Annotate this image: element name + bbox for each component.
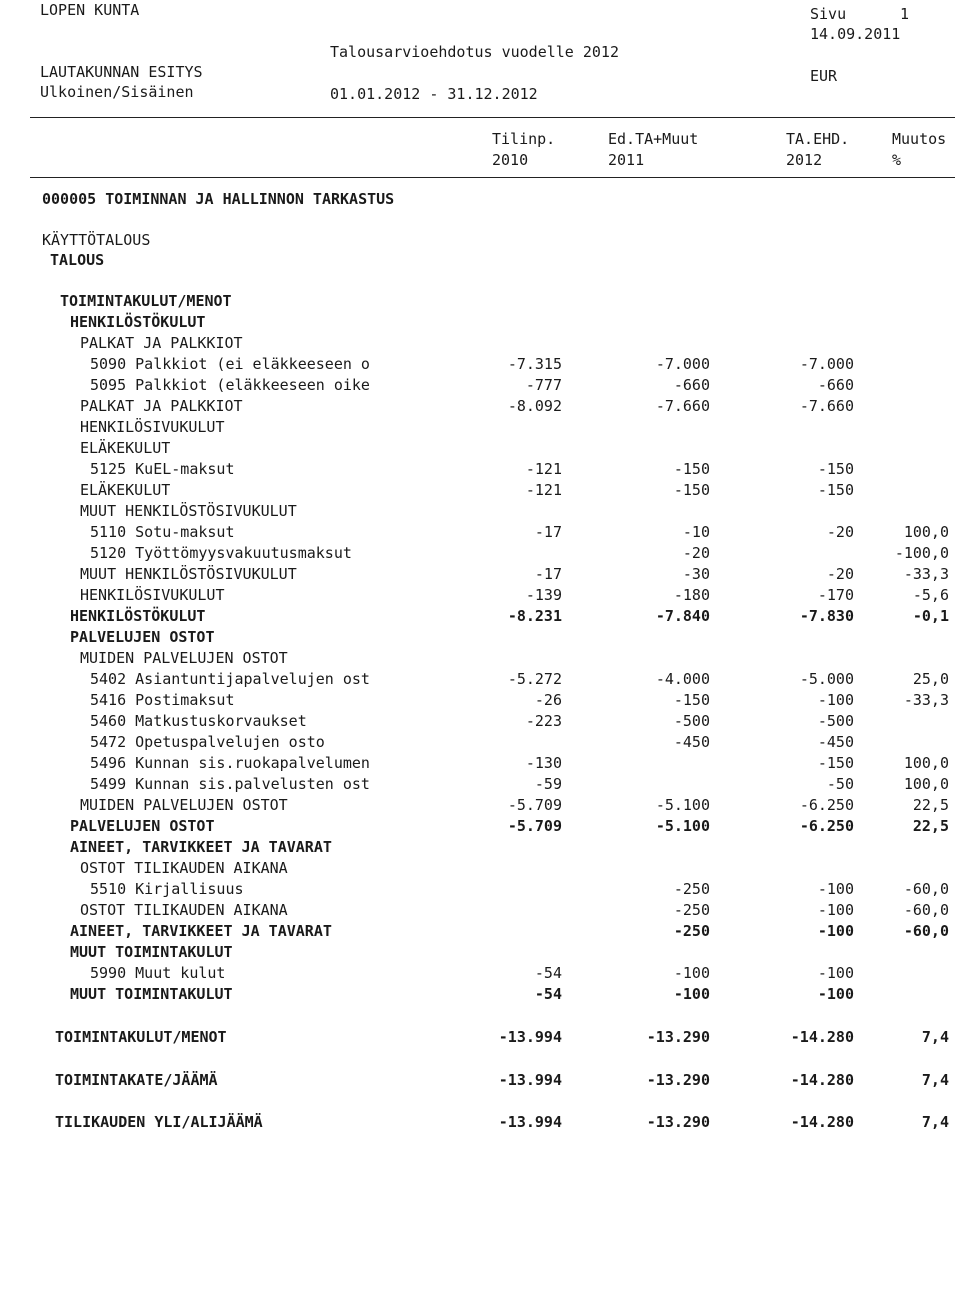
table-value-3: -150 xyxy=(817,460,854,478)
column-header-tilinp-year: 2010 xyxy=(492,151,529,169)
document-title: Talousarvioehdotus vuodelle 2012 xyxy=(330,43,619,61)
table-row xyxy=(0,900,960,921)
table-value-3: -170 xyxy=(817,586,854,604)
table-value-3: -150 xyxy=(817,481,854,499)
total-row xyxy=(0,1112,960,1133)
table-value-1: -8.092 xyxy=(507,397,562,415)
table-label: 5990 Muut kulut xyxy=(90,964,226,982)
table-value-4: 22,5 xyxy=(912,796,949,814)
table-value-4: 100,0 xyxy=(903,775,949,793)
table-label: MUUT HENKILÖSTÖSIVUKULUT xyxy=(80,565,297,583)
table-value-3: -6.250 xyxy=(799,796,854,814)
page-number: 1 xyxy=(900,5,910,23)
table-row xyxy=(0,585,960,606)
total-value-2: -13.290 xyxy=(646,1028,710,1046)
total-value-1: -13.994 xyxy=(498,1113,562,1131)
org-name: LOPEN KUNTA xyxy=(40,1,140,19)
table-value-4: -5,6 xyxy=(912,586,949,604)
table-row xyxy=(0,333,960,354)
table-row xyxy=(0,522,960,543)
table-row xyxy=(0,375,960,396)
table-value-3: -100 xyxy=(817,964,854,982)
table-value-2: -5.100 xyxy=(655,817,710,835)
table-label: HENKILÖSTÖKULUT xyxy=(70,607,206,625)
table-value-3: -7.000 xyxy=(799,355,854,373)
table-value-3: -150 xyxy=(817,754,854,772)
table-value-2: -100 xyxy=(673,964,710,982)
table-row xyxy=(0,816,960,837)
table-label: OSTOT TILIKAUDEN AIKANA xyxy=(80,859,288,877)
table-label: MUIDEN PALVELUJEN OSTOT xyxy=(80,649,288,667)
print-date: 14.09.2011 xyxy=(810,25,901,43)
table-label: PALKAT JA PALKKIOT xyxy=(80,397,243,415)
table-value-3: -6.250 xyxy=(799,817,854,835)
table-value-1: -777 xyxy=(525,376,562,394)
budget-period: 01.01.2012 - 31.12.2012 xyxy=(330,85,538,103)
table-row xyxy=(0,732,960,753)
table-label: 5460 Matkustuskorvaukset xyxy=(90,712,307,730)
total-label: TOIMINTAKULUT/MENOT xyxy=(55,1028,227,1046)
table-value-4: -33,3 xyxy=(903,565,949,583)
table-value-2: -100 xyxy=(673,985,710,1003)
table-value-1: -130 xyxy=(525,754,562,772)
table-row xyxy=(0,669,960,690)
table-value-1: -5.272 xyxy=(507,670,562,688)
table-value-4: -100,0 xyxy=(894,544,949,562)
table-value-4: 25,0 xyxy=(912,670,949,688)
table-label: 5416 Postimaksut xyxy=(90,691,235,709)
table-value-1: -54 xyxy=(534,964,562,982)
table-value-2: -5.100 xyxy=(655,796,710,814)
table-row xyxy=(0,459,960,480)
table-value-2: -250 xyxy=(673,901,710,919)
table-value-2: -4.000 xyxy=(655,670,710,688)
table-value-2: -150 xyxy=(673,481,710,499)
table-value-1: -59 xyxy=(534,775,562,793)
column-header-divider xyxy=(30,177,955,178)
table-row xyxy=(0,711,960,732)
table-value-4: -0,1 xyxy=(912,607,949,625)
table-value-2: -450 xyxy=(673,733,710,751)
column-header-edta: Ed.TA+Muut xyxy=(608,130,699,148)
total-value-4: 7,4 xyxy=(921,1071,949,1089)
column-header-muutos-unit: % xyxy=(892,151,902,169)
table-value-3: -7.830 xyxy=(799,607,854,625)
table-row xyxy=(0,480,960,501)
table-value-3: -100 xyxy=(817,901,854,919)
table-row xyxy=(0,501,960,522)
section-category: KÄYTTÖTALOUS xyxy=(42,231,151,249)
table-value-1: -223 xyxy=(525,712,562,730)
table-value-1: -26 xyxy=(534,691,562,709)
table-row xyxy=(0,312,960,333)
total-value-4: 7,4 xyxy=(921,1113,949,1131)
table-value-3: -7.660 xyxy=(799,397,854,415)
table-label: MUUT HENKILÖSTÖSIVUKULUT xyxy=(80,502,297,520)
table-label: HENKILÖSTÖKULUT xyxy=(70,313,206,331)
table-row xyxy=(0,963,960,984)
section-subcategory: TALOUS xyxy=(50,251,105,269)
total-row xyxy=(0,1027,960,1048)
column-header-taehd: TA.EHD. xyxy=(786,130,850,148)
table-value-1: -5.709 xyxy=(507,796,562,814)
column-header-edta-year: 2011 xyxy=(608,151,645,169)
column-header-taehd-year: 2012 xyxy=(786,151,823,169)
page-label: Sivu xyxy=(810,5,847,23)
table-row xyxy=(0,858,960,879)
table-value-3: -5.000 xyxy=(799,670,854,688)
header-divider xyxy=(30,117,955,118)
table-value-4: -33,3 xyxy=(903,691,949,709)
table-label: HENKILÖSIVUKULUT xyxy=(80,586,225,604)
table-row xyxy=(0,396,960,417)
table-value-3: -100 xyxy=(817,922,854,940)
table-value-2: -150 xyxy=(673,460,710,478)
table-row xyxy=(0,753,960,774)
table-label: 5472 Opetuspalvelujen osto xyxy=(90,733,325,751)
table-value-3: -450 xyxy=(817,733,854,751)
table-label: PALVELUJEN OSTOT xyxy=(70,817,215,835)
table-value-3: -100 xyxy=(817,985,854,1003)
total-label: TILIKAUDEN YLI/ALIJÄÄMÄ xyxy=(55,1113,263,1131)
table-label: 5090 Palkkiot (ei eläkkeeseen o xyxy=(90,355,370,373)
table-label: 5496 Kunnan sis.ruokapalvelumen xyxy=(90,754,370,772)
total-value-2: -13.290 xyxy=(646,1071,710,1089)
table-label: PALKAT JA PALKKIOT xyxy=(80,334,243,352)
table-row xyxy=(0,564,960,585)
table-value-2: -7.660 xyxy=(655,397,710,415)
total-value-4: 7,4 xyxy=(921,1028,949,1046)
total-value-3: -14.280 xyxy=(790,1113,854,1131)
table-value-2: -10 xyxy=(682,523,710,541)
table-label: MUUT TOIMINTAKULUT xyxy=(70,985,233,1003)
table-label: 5402 Asiantuntijapalvelujen ost xyxy=(90,670,370,688)
table-value-1: -8.231 xyxy=(507,607,562,625)
section-title: 000005 TOIMINNAN JA HALLINNON TARKASTUS xyxy=(42,190,395,208)
table-value-3: -20 xyxy=(826,565,854,583)
table-row xyxy=(0,627,960,648)
table-value-4: -60,0 xyxy=(903,880,949,898)
table-value-4: 100,0 xyxy=(903,754,949,772)
table-value-2: -150 xyxy=(673,691,710,709)
total-value-2: -13.290 xyxy=(646,1113,710,1131)
table-label: OSTOT TILIKAUDEN AIKANA xyxy=(80,901,288,919)
total-value-1: -13.994 xyxy=(498,1071,562,1089)
table-label: ELÄKEKULUT xyxy=(80,481,171,499)
table-value-1: -7.315 xyxy=(507,355,562,373)
table-value-3: -660 xyxy=(817,376,854,394)
column-header-muutos: Muutos xyxy=(892,130,947,148)
table-row xyxy=(0,606,960,627)
table-row xyxy=(0,942,960,963)
table-value-1: -121 xyxy=(525,460,562,478)
table-row xyxy=(0,921,960,942)
table-label: AINEET, TARVIKKEET JA TAVARAT xyxy=(70,838,332,856)
table-value-4: -60,0 xyxy=(903,901,949,919)
table-label: TOIMINTAKULUT/MENOT xyxy=(60,292,232,310)
total-row xyxy=(0,1070,960,1091)
table-label: MUUT TOIMINTAKULUT xyxy=(70,943,233,961)
table-value-3: -100 xyxy=(817,691,854,709)
table-row xyxy=(0,417,960,438)
total-value-3: -14.280 xyxy=(790,1071,854,1089)
table-row xyxy=(0,774,960,795)
table-value-3: -20 xyxy=(826,523,854,541)
table-row xyxy=(0,984,960,1005)
table-value-2: -7.000 xyxy=(655,355,710,373)
table-value-3: -100 xyxy=(817,880,854,898)
table-value-1: -139 xyxy=(525,586,562,604)
table-label: 5095 Palkkiot (eläkkeeseen oike xyxy=(90,376,370,394)
table-label: PALVELUJEN OSTOT xyxy=(70,628,215,646)
table-label: 5510 Kirjallisuus xyxy=(90,880,244,898)
table-value-4: -60,0 xyxy=(903,922,949,940)
table-value-4: 100,0 xyxy=(903,523,949,541)
table-row xyxy=(0,795,960,816)
table-value-2: -660 xyxy=(673,376,710,394)
table-value-1: -17 xyxy=(534,523,562,541)
table-label: 5120 Työttömyysvakuutusmaksut xyxy=(90,544,352,562)
table-value-2: -500 xyxy=(673,712,710,730)
total-label: TOIMINTAKATE/JÄÄMÄ xyxy=(55,1071,218,1089)
table-label: MUIDEN PALVELUJEN OSTOT xyxy=(80,796,288,814)
currency-label: EUR xyxy=(810,67,838,85)
table-label: AINEET, TARVIKKEET JA TAVARAT xyxy=(70,922,332,940)
table-value-1: -121 xyxy=(525,481,562,499)
table-value-1: -5.709 xyxy=(507,817,562,835)
table-value-1: -54 xyxy=(534,985,562,1003)
table-label: 5110 Sotu-maksut xyxy=(90,523,235,541)
table-value-2: -20 xyxy=(682,544,710,562)
table-value-1: -17 xyxy=(534,565,562,583)
table-value-2: -30 xyxy=(682,565,710,583)
table-row xyxy=(0,648,960,669)
total-value-1: -13.994 xyxy=(498,1028,562,1046)
table-label: HENKILÖSIVUKULUT xyxy=(80,418,225,436)
column-header-tilinp: Tilinp. xyxy=(492,130,556,148)
table-label: 5125 KuEL-maksut xyxy=(90,460,235,478)
table-value-2: -250 xyxy=(673,922,710,940)
table-label: ELÄKEKULUT xyxy=(80,439,171,457)
table-value-2: -180 xyxy=(673,586,710,604)
table-row xyxy=(0,543,960,564)
table-row xyxy=(0,291,960,312)
table-row xyxy=(0,690,960,711)
table-value-2: -250 xyxy=(673,880,710,898)
table-value-4: 22,5 xyxy=(912,817,949,835)
table-row xyxy=(0,438,960,459)
table-value-2: -7.840 xyxy=(655,607,710,625)
document-scope: Ulkoinen/Sisäinen xyxy=(40,83,194,101)
table-row xyxy=(0,837,960,858)
table-label: 5499 Kunnan sis.palvelusten ost xyxy=(90,775,370,793)
table-row xyxy=(0,354,960,375)
table-row xyxy=(0,879,960,900)
table-value-3: -500 xyxy=(817,712,854,730)
total-value-3: -14.280 xyxy=(790,1028,854,1046)
table-value-3: -50 xyxy=(826,775,854,793)
document-type: LAUTAKUNNAN ESITYS xyxy=(40,63,203,81)
